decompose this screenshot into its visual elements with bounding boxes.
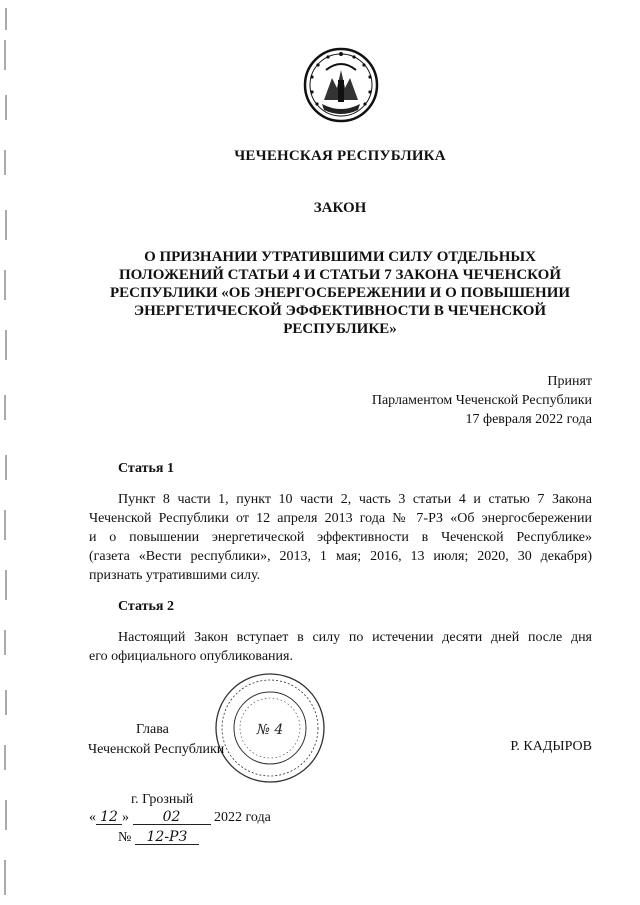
- law-title-line: РЕСПУБЛИКЕ»: [283, 321, 397, 337]
- law-title-line: ПОЛОЖЕНИЙ СТАТЬИ 4 И СТАТЬИ 7 ЗАКОНА ЧЕЧЕНСКОЙ: [119, 267, 561, 283]
- date-line: « 12 » 02 2022 года: [89, 809, 271, 825]
- date-year: 2022 года: [214, 810, 271, 825]
- article-1-line: Чеченской Республики от 12 апреля 2013 года № 7-РЗ «Об энергосбережении: [89, 511, 592, 526]
- law-title-line: ЭНЕРГЕТИЧЕСКОЙ ЭФФЕКТИВНОСТИ В ЧЕЧЕНСКОЙ: [133, 303, 547, 319]
- article-1-line: признать утратившими силу.: [89, 568, 261, 583]
- article-2-heading: Статья 2: [118, 599, 174, 614]
- signatory-position-line: Глава: [136, 722, 169, 737]
- scan-margin-marks: [0, 0, 12, 905]
- article-1-text: [89, 490, 592, 585]
- handwritten-month: 02: [133, 810, 211, 825]
- adoption-block: [372, 372, 592, 429]
- article-1-line: (газета «Вести республики», 2013, 1 мая; 2016, 13 июля; 2020, 30 декабря): [89, 549, 592, 564]
- signatory-name: Р. КАДЫРОВ: [510, 739, 592, 754]
- adopted-label: Принят: [547, 374, 592, 389]
- article-2-text: [89, 628, 592, 666]
- handwritten-law-number: 12-РЗ: [135, 830, 199, 845]
- document-type-heading: ЗАКОН: [313, 200, 367, 216]
- article-2-line: Настоящий Закон вступает в силу по истечении десяти дней после дня: [118, 630, 592, 645]
- article-1-line: и о повышении энергетической эффективности в Чеченской Республике»: [89, 530, 592, 545]
- handwritten-day: 12: [96, 810, 122, 825]
- signatory-position: [88, 720, 224, 760]
- article-2-line: его официального опубликования.: [89, 649, 293, 664]
- adopted-by: Парламентом Чеченской Республики: [371, 393, 592, 408]
- law-title-line: О ПРИЗНАНИИ УТРАТИВШИМИ СИЛУ ОТДЕЛЬНЫХ: [144, 249, 536, 265]
- seal-number: № 4: [256, 722, 284, 738]
- chechen-republic-emblem-icon: [302, 40, 380, 130]
- article-1-heading: Статья 1: [118, 461, 174, 476]
- signatory-position-line: Чеченской Республики: [88, 742, 225, 757]
- number-sign: №: [118, 830, 132, 845]
- article-1-line: Пункт 8 части 1, пункт 10 части 2, часть 3 статьи 4 и статью 7 Закона: [118, 492, 592, 507]
- law-title: [0, 248, 640, 338]
- republic-heading: ЧЕЧЕНСКАЯ РЕСПУБЛИКА: [234, 148, 446, 164]
- law-number-line: [118, 830, 199, 846]
- city-label: г. Грозный: [131, 792, 194, 807]
- adopted-date: 17 февраля 2022 года: [465, 412, 592, 427]
- law-title-line: РЕСПУБЛИКИ «ОБ ЭНЕРГОСБЕРЕЖЕНИИ И О ПОВЫШЕНИИ: [109, 285, 571, 301]
